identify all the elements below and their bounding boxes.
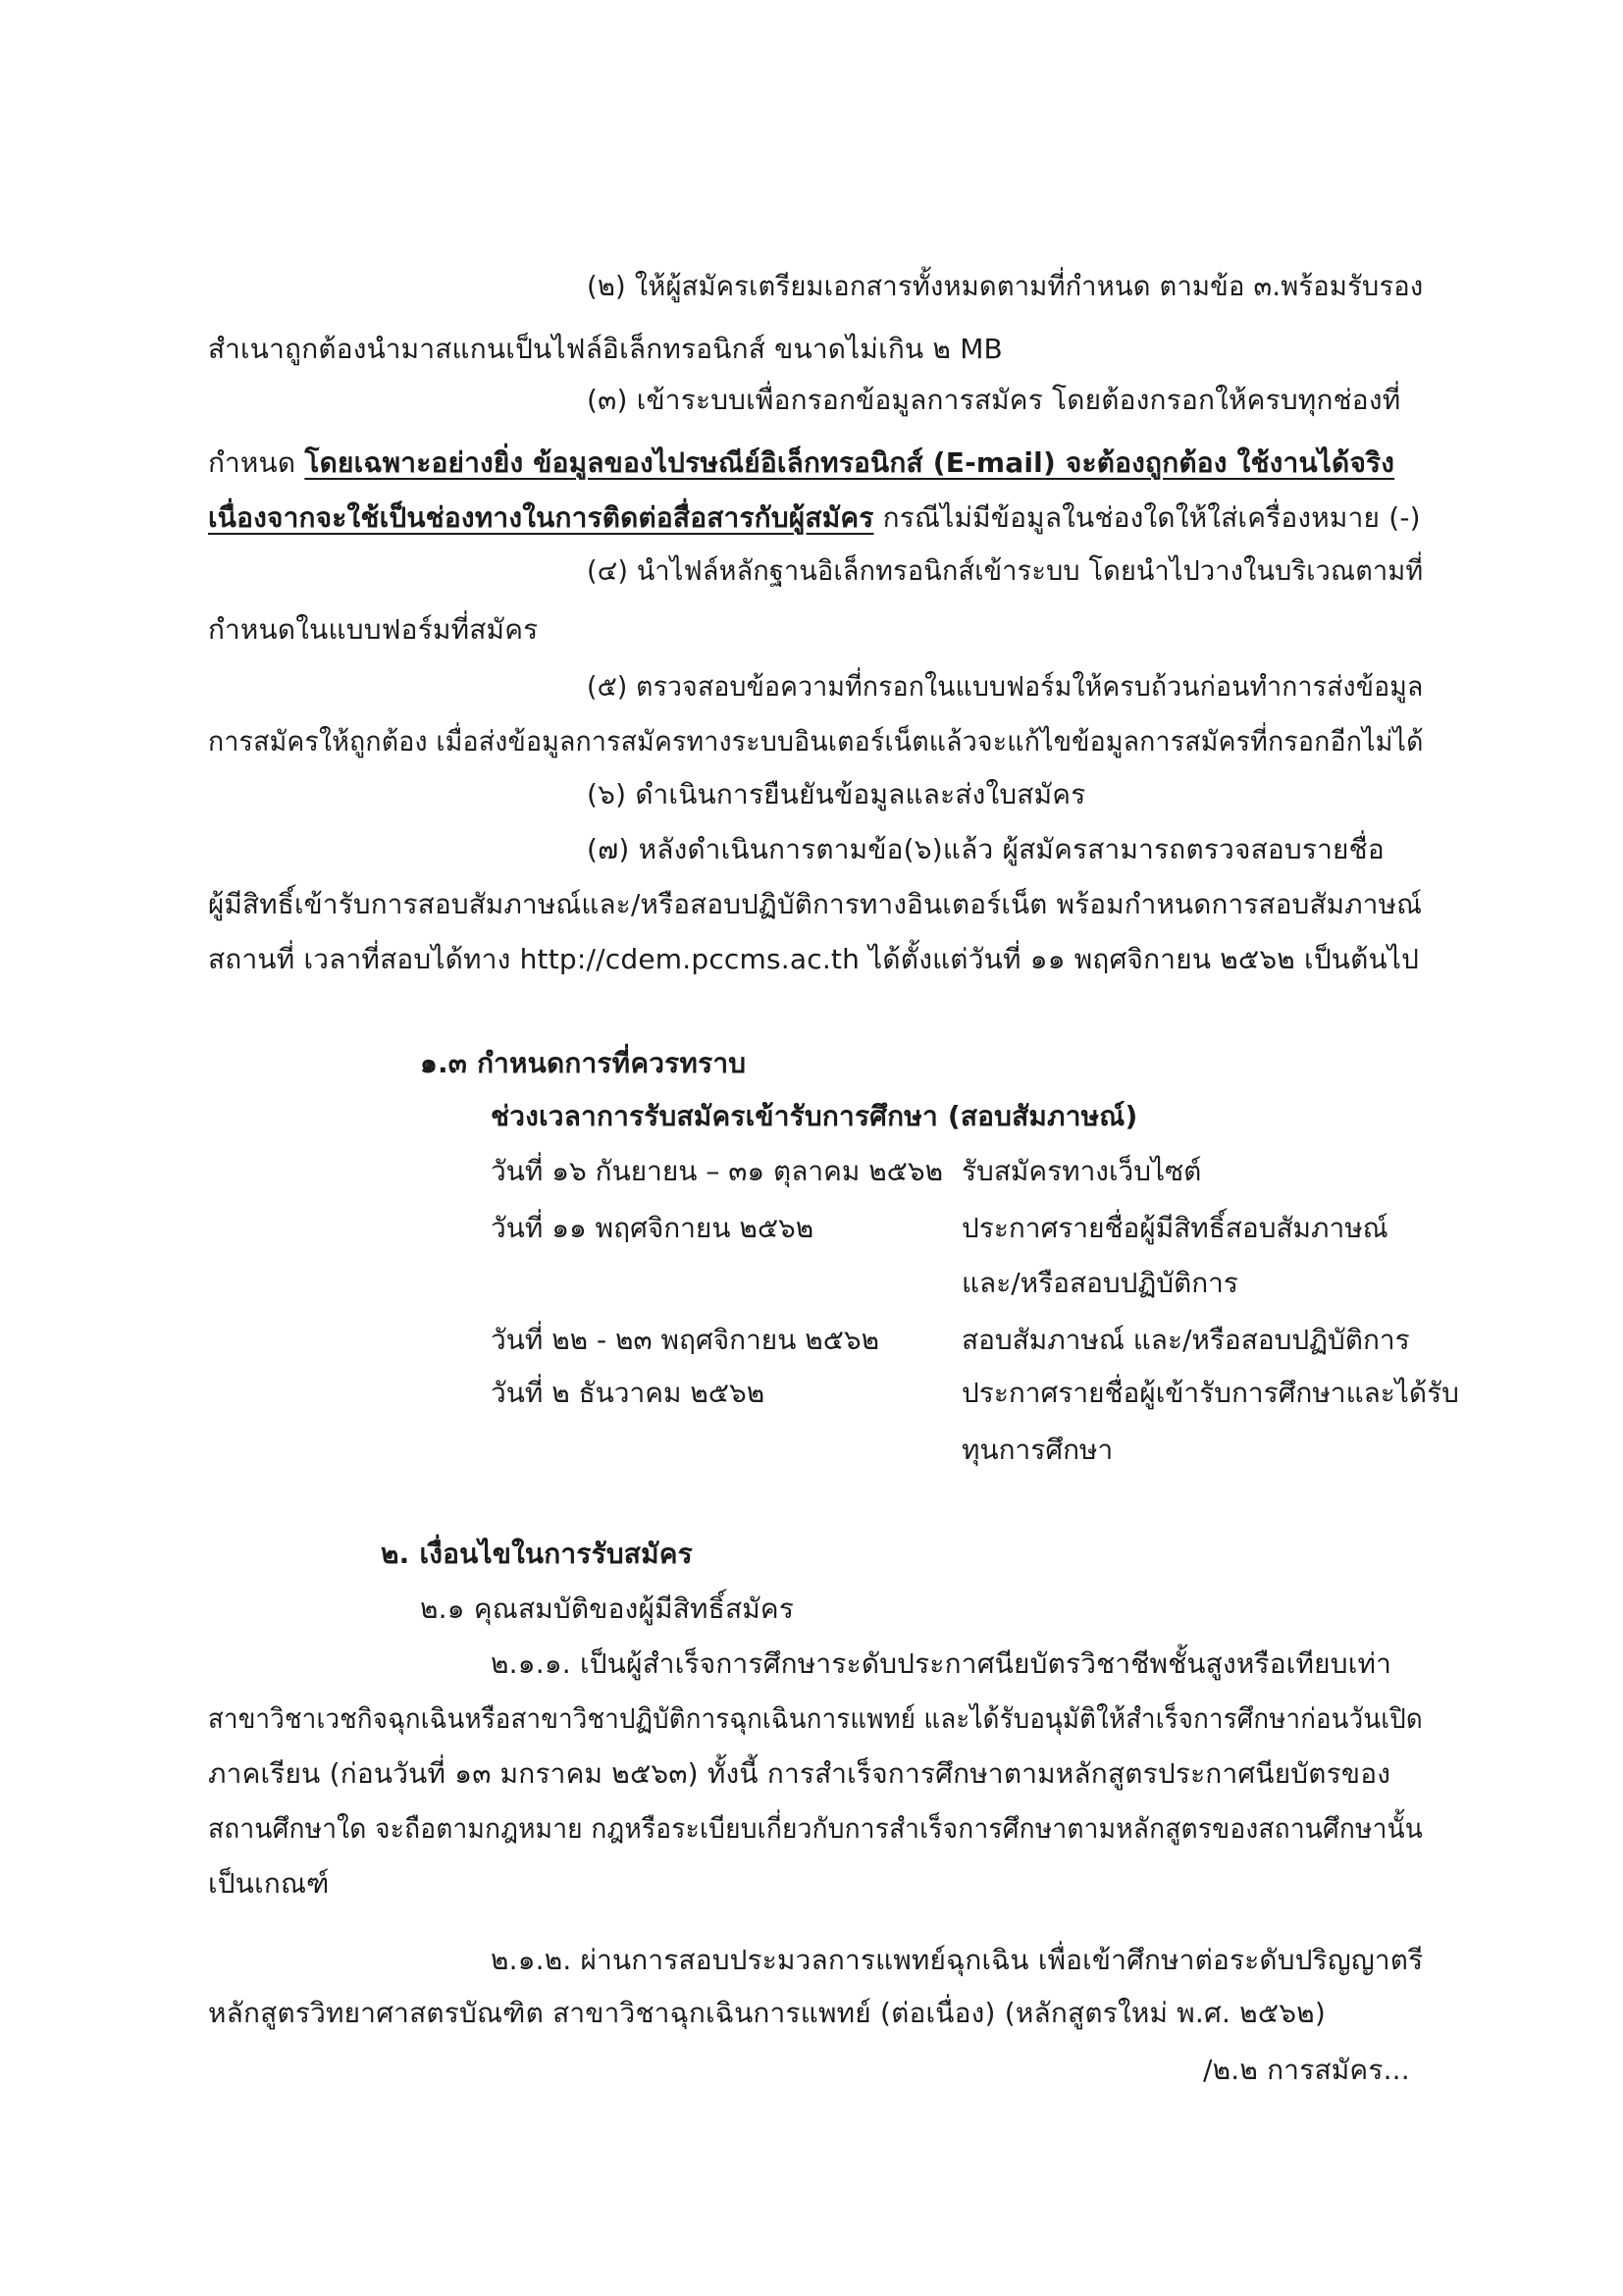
page-continuation: /๒.๒ การสมัคร... xyxy=(1203,2054,1410,2086)
item-3-line1: (๓) เข้าระบบเพื่อกรอกข้อมูลการสมัคร โดยต้องกรอกให้ครบทุกช่องที่ xyxy=(587,384,1401,416)
schedule-desc: ประกาศรายชื่อผู้เข้ารับการศึกษาและได้รับ xyxy=(962,1377,1459,1409)
section-1-3-heading: ๑.๓ กำหนดการที่ควรทราบ xyxy=(420,1047,747,1079)
item-6-line1: (๖) ดำเนินการยืนยันข้อมูลและส่งใบสมัคร xyxy=(587,778,1086,810)
item-3-line3 xyxy=(208,498,1421,538)
item-3-contact-emphasis: เนื่องจากจะใช้เป็นช่องทางในการติดต่อสื่อสารกับผู้สมัคร xyxy=(208,501,874,534)
item-7-line2: ผู้มีสิทธิ์เข้ารับการสอบสัมภาษณ์และ/หรือสอบปฏิบัติการทางอินเตอร์เน็ต พร้อมกำหนดการสอบสัมภาษณ์ xyxy=(208,888,1423,920)
clause-2-1-1-line5: เป็นเกณฑ์ xyxy=(208,1867,330,1900)
schedule-desc: ประกาศรายชื่อผู้มีสิทธิ์สอบสัมภาษณ์ xyxy=(962,1212,1388,1244)
item-4-line2: กำหนดในแบบฟอร์มที่สมัคร xyxy=(208,613,539,646)
schedule-desc-cont: ทุนการศึกษา xyxy=(962,1434,1114,1466)
section-2-1-heading: ๒.๑ คุณสมบัติของผู้มีสิทธิ์สมัคร xyxy=(420,1592,795,1625)
item-5-line2: การสมัครให้ถูกต้อง เมื่อส่งข้อมูลการสมัครทางระบบอินเตอร์เน็ตแล้วจะแก้ไขข้อมูลการสมัครที่กรอกอีกไม่ได้ xyxy=(208,725,1424,757)
item-3-email-emphasis: โดยเฉพาะอย่างยิ่ง ข้อมูลของไปรษณีย์อิเล็กทรอนิกส์ (E-mail) จะต้องถูกต้อง ใช้งานได้จริง xyxy=(304,446,1395,479)
section-2-heading: ๒. เงื่อนไขในการรับสมัคร xyxy=(381,1538,693,1570)
item-3-line2 xyxy=(208,444,1394,483)
clause-2-1-2-line2: หลักสูตรวิทยาศาสตรบัณฑิต สาขาวิชาฉุกเฉินการแพทย์ (ต่อเนื่อง) (หลักสูตรใหม่ พ.ศ. ๒๕๖๒) xyxy=(208,1997,1326,2029)
item-5-line1: (๕) ตรวจสอบข้อความที่กรอกในแบบฟอร์มให้ครบถ้วนก่อนทำการส่งข้อมูล xyxy=(587,670,1424,703)
clause-2-1-1-line4: สถานศึกษาใด จะถือตามกฎหมาย กฎหรือระเบียบเกี่ยวกับการสำเร็จการศึกษาตามหลักสูตรของสถานศึกษานั้น xyxy=(208,1812,1424,1845)
schedule-date: วันที่ ๑๑ พฤศจิกายน ๒๕๖๒ xyxy=(491,1212,814,1244)
item-7-line3: สถานที่ เวลาที่สอบได้ทาง http://cdem.pccms.ac.th ได้ตั้งแต่วันที่ ๑๑ พฤศจิกายน ๒๕๖๒ เป็นต้นไป xyxy=(208,943,1420,975)
schedule-date: วันที่ ๒ ธันวาคม ๒๕๖๒ xyxy=(491,1377,765,1409)
clause-2-1-1-line1: ๒.๑.๑. เป็นผู้สำเร็จการศึกษาระดับประกาศนียบัตรวิชาชีพชั้นสูงหรือเทียบเท่า xyxy=(491,1647,1392,1680)
item-2-line2: สำเนาถูกต้องนำมาสแกนเป็นไฟล์อิเล็กทรอนิกส์ ขนาดไม่เกิน ๒ MB xyxy=(208,333,1003,365)
schedule-desc: รับสมัครทางเว็บไซต์ xyxy=(962,1155,1202,1187)
item-3-line3-plain: กรณีไม่มีข้อมูลในช่องใดให้ใส่เครื่องหมาย (-) xyxy=(873,501,1421,534)
clause-2-1-1-line2: สาขาวิชาเวชกิจฉุกเฉินหรือสาขาวิชาปฏิบัติการฉุกเฉินการแพทย์ และได้รับอนุมัติให้สำเร็จการศึกษาก่อนวันเปิด xyxy=(208,1702,1423,1735)
schedule-subheading: ช่วงเวลาการรับสมัครเข้ารับการศึกษา (สอบสัมภาษณ์) xyxy=(491,1100,1138,1132)
item-3-line2-plain: กำหนด xyxy=(208,446,305,479)
item-2-line1: (๒) ให้ผู้สมัครเตรียมเอกสารทั้งหมดตามที่กำหนด ตามข้อ ๓.พร้อมรับรอง xyxy=(587,270,1424,302)
item-4-line1: (๔) นำไฟล์หลักฐานอิเล็กทรอนิกส์เข้าระบบ โดยนำไปวางในบริเวณตามที่ xyxy=(587,554,1424,587)
schedule-date: วันที่ ๑๖ กันยายน – ๓๑ ตุลาคม ๒๕๖๒ xyxy=(491,1155,944,1187)
item-7-line1: (๗) หลังดำเนินการตามข้อ(๖)แล้ว ผู้สมัครสามารถตรวจสอบรายชื่อ xyxy=(587,833,1385,865)
schedule-date: วันที่ ๒๒ - ๒๓ พฤศจิกายน ๒๕๖๒ xyxy=(491,1324,880,1356)
clause-2-1-1-line3: ภาคเรียน (ก่อนวันที่ ๑๓ มกราคม ๒๕๖๓) ทั้งนี้ การสำเร็จการศึกษาตามหลักสูตรประกาศนียบัตรของ xyxy=(208,1757,1391,1790)
clause-2-1-2-line1: ๒.๑.๒. ผ่านการสอบประมวลการแพทย์ฉุกเฉิน เพื่อเข้าศึกษาต่อระดับปริญญาตรี xyxy=(491,1944,1424,1976)
schedule-desc-cont: และ/หรือสอบปฏิบัติการ xyxy=(962,1267,1238,1299)
schedule-desc: สอบสัมภาษณ์ และ/หรือสอบปฏิบัติการ xyxy=(962,1324,1410,1356)
